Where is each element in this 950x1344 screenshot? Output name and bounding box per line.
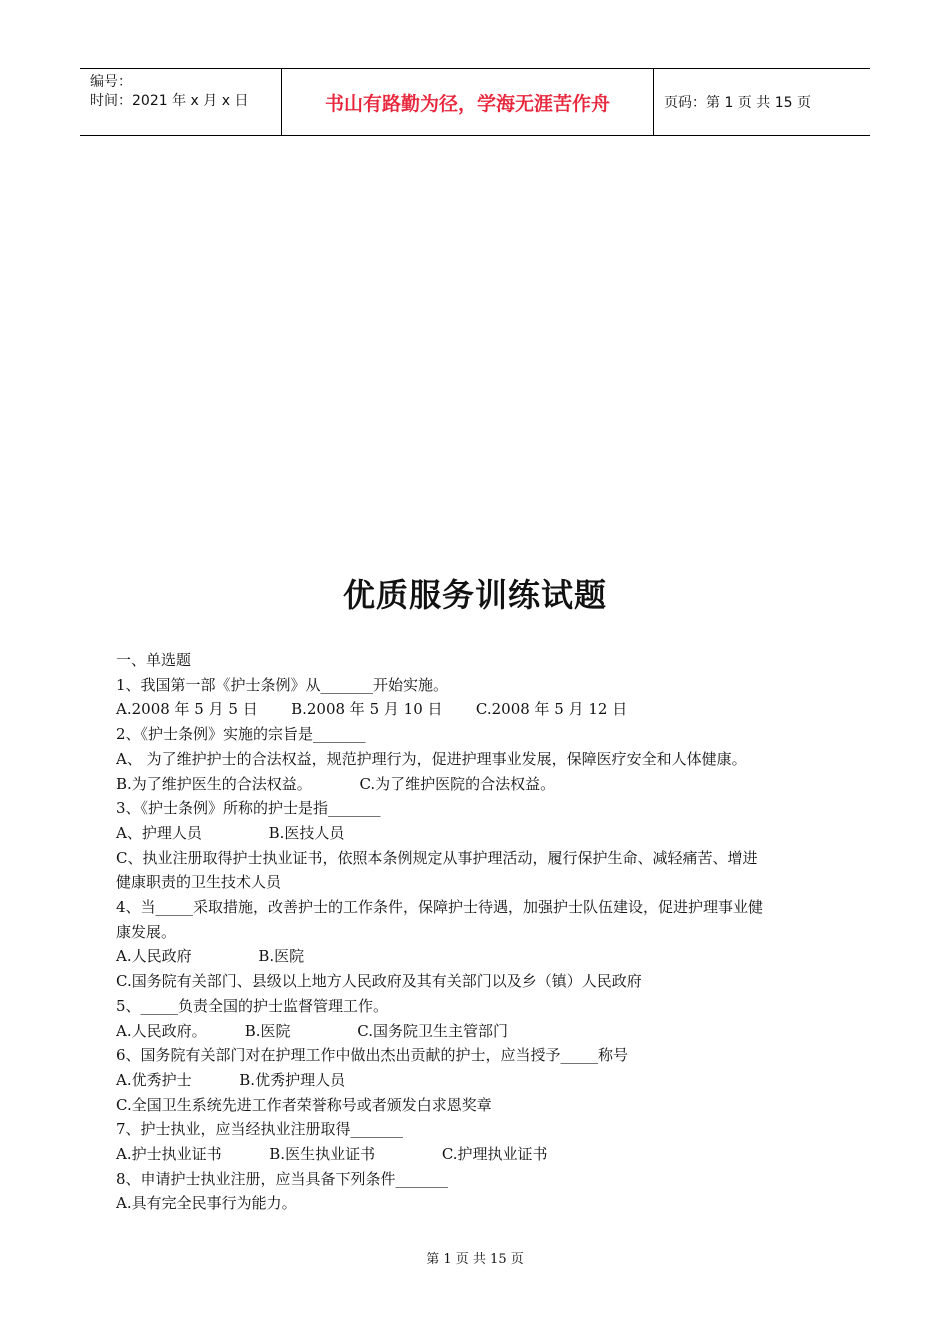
text-line: A.护士执业证书 B.医生执业证书 C.护理执业证书 (116, 1145, 548, 1164)
header-motto: 书山有路勤为径，学海无涯苦作舟 (282, 69, 654, 135)
text-line: 一、单选题 (116, 651, 192, 669)
text-line: A.具有完全民事行为能力。 (116, 1194, 297, 1213)
question-list (116, 648, 846, 1216)
text-line: A、护理人员 B.医技人员 (116, 823, 345, 842)
header-page-info: 页码：第 1 页 共 15 页 (664, 95, 811, 111)
header-time-label: 时间：2021 年 x 月 x 日 (90, 93, 249, 109)
page-footer: 第 1 页 共 15 页 (426, 1252, 524, 1267)
text-line: B.为了维护医生的合法权益。 C.为了维护医院的合法权益。 (116, 774, 556, 793)
text-line: A.人民政府 B.医院 (116, 947, 305, 966)
text-line: A.2008 年 5 月 5 日 B.2008 年 5 月 10 日 C.2008 年 5 月 12 日 (116, 700, 628, 719)
text-line: 1、我国第一部《护士条例》从_______开始实施。 (116, 675, 449, 694)
header-id-label: 编号： (90, 74, 132, 90)
text-line: A.人民政府。 B.医院 C.国务院卫生主管部门 (116, 1021, 509, 1040)
text-line: A、 为了维护护士的合法权益，规范护理行为，促进护理事业发展，保障医疗安全和人体健康。 (116, 749, 747, 768)
page-header (80, 68, 870, 136)
text-line: 5、_____负责全国的护士监督管理工作。 (116, 996, 389, 1015)
document-title: 优质服务训练试题 (342, 576, 607, 614)
header-meta (80, 69, 282, 135)
text-line: C.国务院有关部门、县级以上地方人民政府及其有关部门以及乡（镇）人民政府 (116, 972, 642, 991)
text-line: 3、《护士条例》所称的护士是指_______ (116, 799, 381, 818)
text-line: 健康职责的卫生技术人员 (116, 873, 282, 892)
text-line: 8、申请护士执业注册，应当具备下列条件_______ (116, 1169, 449, 1188)
text-line: C、执业注册取得护士执业证书，依照本条例规定从事护理活动，履行保护生命、减轻痛苦、增进 (116, 848, 758, 867)
text-line: 7、护士执业，应当经执业注册取得_______ (116, 1120, 404, 1139)
text-line: 康发展。 (116, 922, 177, 941)
text-line: 2、《护士条例》实施的宗旨是_______ (116, 725, 366, 744)
text-line: 6、国务院有关部门对在护理工作中做出杰出贡献的护士，应当授予_____称号 (116, 1046, 629, 1065)
text-line: A.优秀护士 B.优秀护理人员 (116, 1070, 346, 1089)
text-line: 4、当_____采取措施，改善护士的工作条件，保障护士待遇，加强护士队伍建设，促进护理事业健 (116, 898, 764, 917)
text-line: C.全国卫生系统先进工作者荣誉称号或者颁发白求恩奖章 (116, 1095, 492, 1114)
